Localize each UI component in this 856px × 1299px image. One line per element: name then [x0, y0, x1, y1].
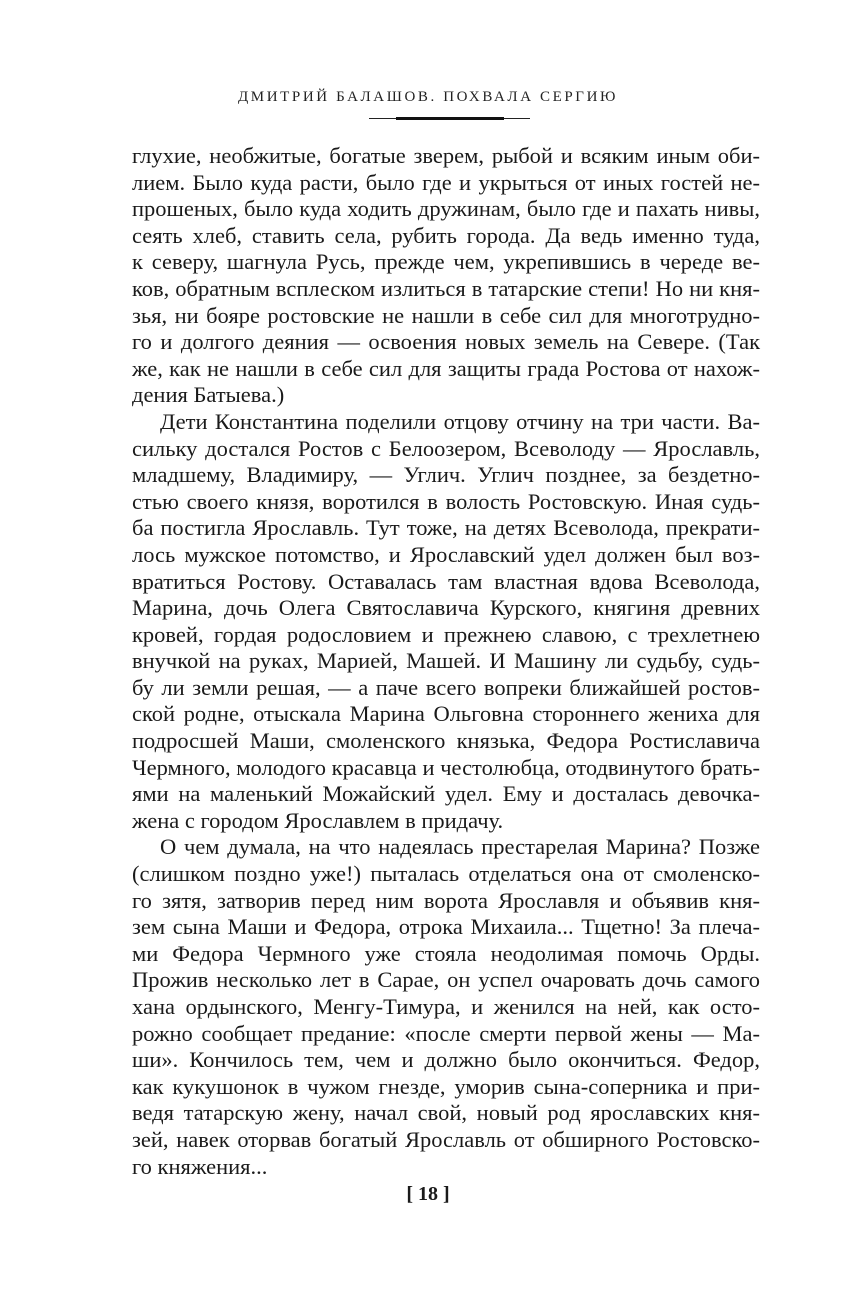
text-line: кровей, гордая родословием и прежнею славою, с трехлетнею — [132, 621, 760, 647]
text-line: стью своего князя, воротился в волость Ростовскую. Иная судь- — [132, 488, 760, 514]
text-line: ков, обратным всплеском излиться в татарские степи! Но ни кня- — [132, 275, 760, 301]
text-line: зем сына Маши и Федора, отрока Михаила... Тщетно! За плеча- — [132, 914, 760, 940]
text-line: зей, навек оторвав богатый Ярославль от обширного Ростовско- — [132, 1126, 760, 1152]
text-line: Марина, дочь Олега Святославича Курского, княгиня древних — [132, 595, 760, 621]
text-line: жена с городом Ярославлем в придачу. — [132, 807, 504, 833]
text-line: глухие, необжитые, богатые зверем, рыбой и всяким иным оби- — [132, 143, 760, 168]
text-line: го и долгого деяния — освоения новых земель на Севере. (Так — [132, 329, 760, 355]
text-line: Дети Константина поделили отцову отчину на три части. Ва- — [160, 408, 760, 434]
text-line: рожно сообщает предание: «после смерти первой жены — Ма- — [132, 1020, 760, 1046]
text-line: подросшей Маши, смоленского князька, Федора Ростиславича — [132, 728, 760, 754]
text-line: го княжения... — [132, 1153, 268, 1179]
text-line: к северу, шагнула Русь, прежде чем, укрепившись в череде ве- — [132, 249, 760, 275]
text-line: сильку достался Ростов с Белоозером, Всеволоду — Ярославль, — [132, 435, 760, 461]
text-line: (слишком поздно уже!) пыталась отделаться она от смоленско- — [132, 861, 760, 887]
body-text — [132, 143, 760, 1180]
text-line: младшему, Владимиру, — Углич. Углич позднее, за бездетно- — [132, 462, 760, 488]
text-line: вратиться Ростову. Оставалась там властная вдова Всеволода, — [132, 568, 760, 594]
page-number: [ 18 ] — [406, 1183, 450, 1205]
header-rule-accent — [396, 117, 504, 120]
text-line: прошеных, было куда ходить дружинам, было где и пахать нивы, — [132, 196, 760, 222]
text-line: внучкой на руках, Марией, Машей. И Машину ли судьбу, судь- — [132, 648, 760, 674]
text-line: зья, ни бояре ростовские не нашли в себе сил для многотрудно- — [132, 302, 760, 328]
text-line: Чермного, молодого красавца и честолюбца, отодвинутого брать- — [132, 754, 760, 780]
text-line: ями на маленький Можайский удел. Ему и досталась девочка- — [132, 781, 760, 807]
text-line: О чем думала, на что надеялась престарелая Марина? Позже — [160, 834, 760, 860]
text-line: сеять хлеб, ставить села, рубить города. Да ведь именно туда, — [132, 222, 760, 248]
running-title: ДМИТРИЙ БАЛАШОВ. ПОХВАЛА СЕРГИЮ — [237, 89, 619, 105]
text-line: ши». Кончилось тем, чем и должно было окончиться. Федор, — [132, 1047, 760, 1073]
text-line: бу ли земли решая, — а паче всего вопреки ближайшей ростов- — [132, 674, 760, 700]
text-line: ской родне, отыскала Марина Ольговна стороннего жениха для — [132, 701, 760, 727]
text-line: хана ордынского, Менгу-Тимура, и женился на ней, как осто- — [132, 994, 760, 1019]
text-line: ба постигла Ярославль. Тут тоже, на детях Всеволода, прекрати- — [132, 515, 760, 541]
text-line: ми Федора Чермного уже стояла неодолимая помочь Орды. — [132, 940, 760, 966]
text-line: лось мужское потомство, и Ярославский удел должен был воз- — [132, 541, 760, 567]
text-line: дения Батыева.) — [132, 382, 285, 408]
text-line: Прожив несколько лет в Сарае, он успел очаровать дочь самого — [132, 967, 760, 993]
text-line: же, как не нашли в себе сил для защиты града Ростова от нахож- — [132, 355, 760, 381]
text-line: лием. Было куда расти, было где и укрыться от иных гостей не- — [132, 169, 760, 195]
text-line: го зятя, затворив перед ним ворота Ярославля и объявив кня- — [132, 887, 760, 913]
text-line: как кукушонок в чужом гнезде, уморив сына-соперника и при- — [132, 1073, 760, 1099]
text-line: ведя татарскую жену, начал свой, новый род ярославских кня- — [132, 1100, 760, 1126]
